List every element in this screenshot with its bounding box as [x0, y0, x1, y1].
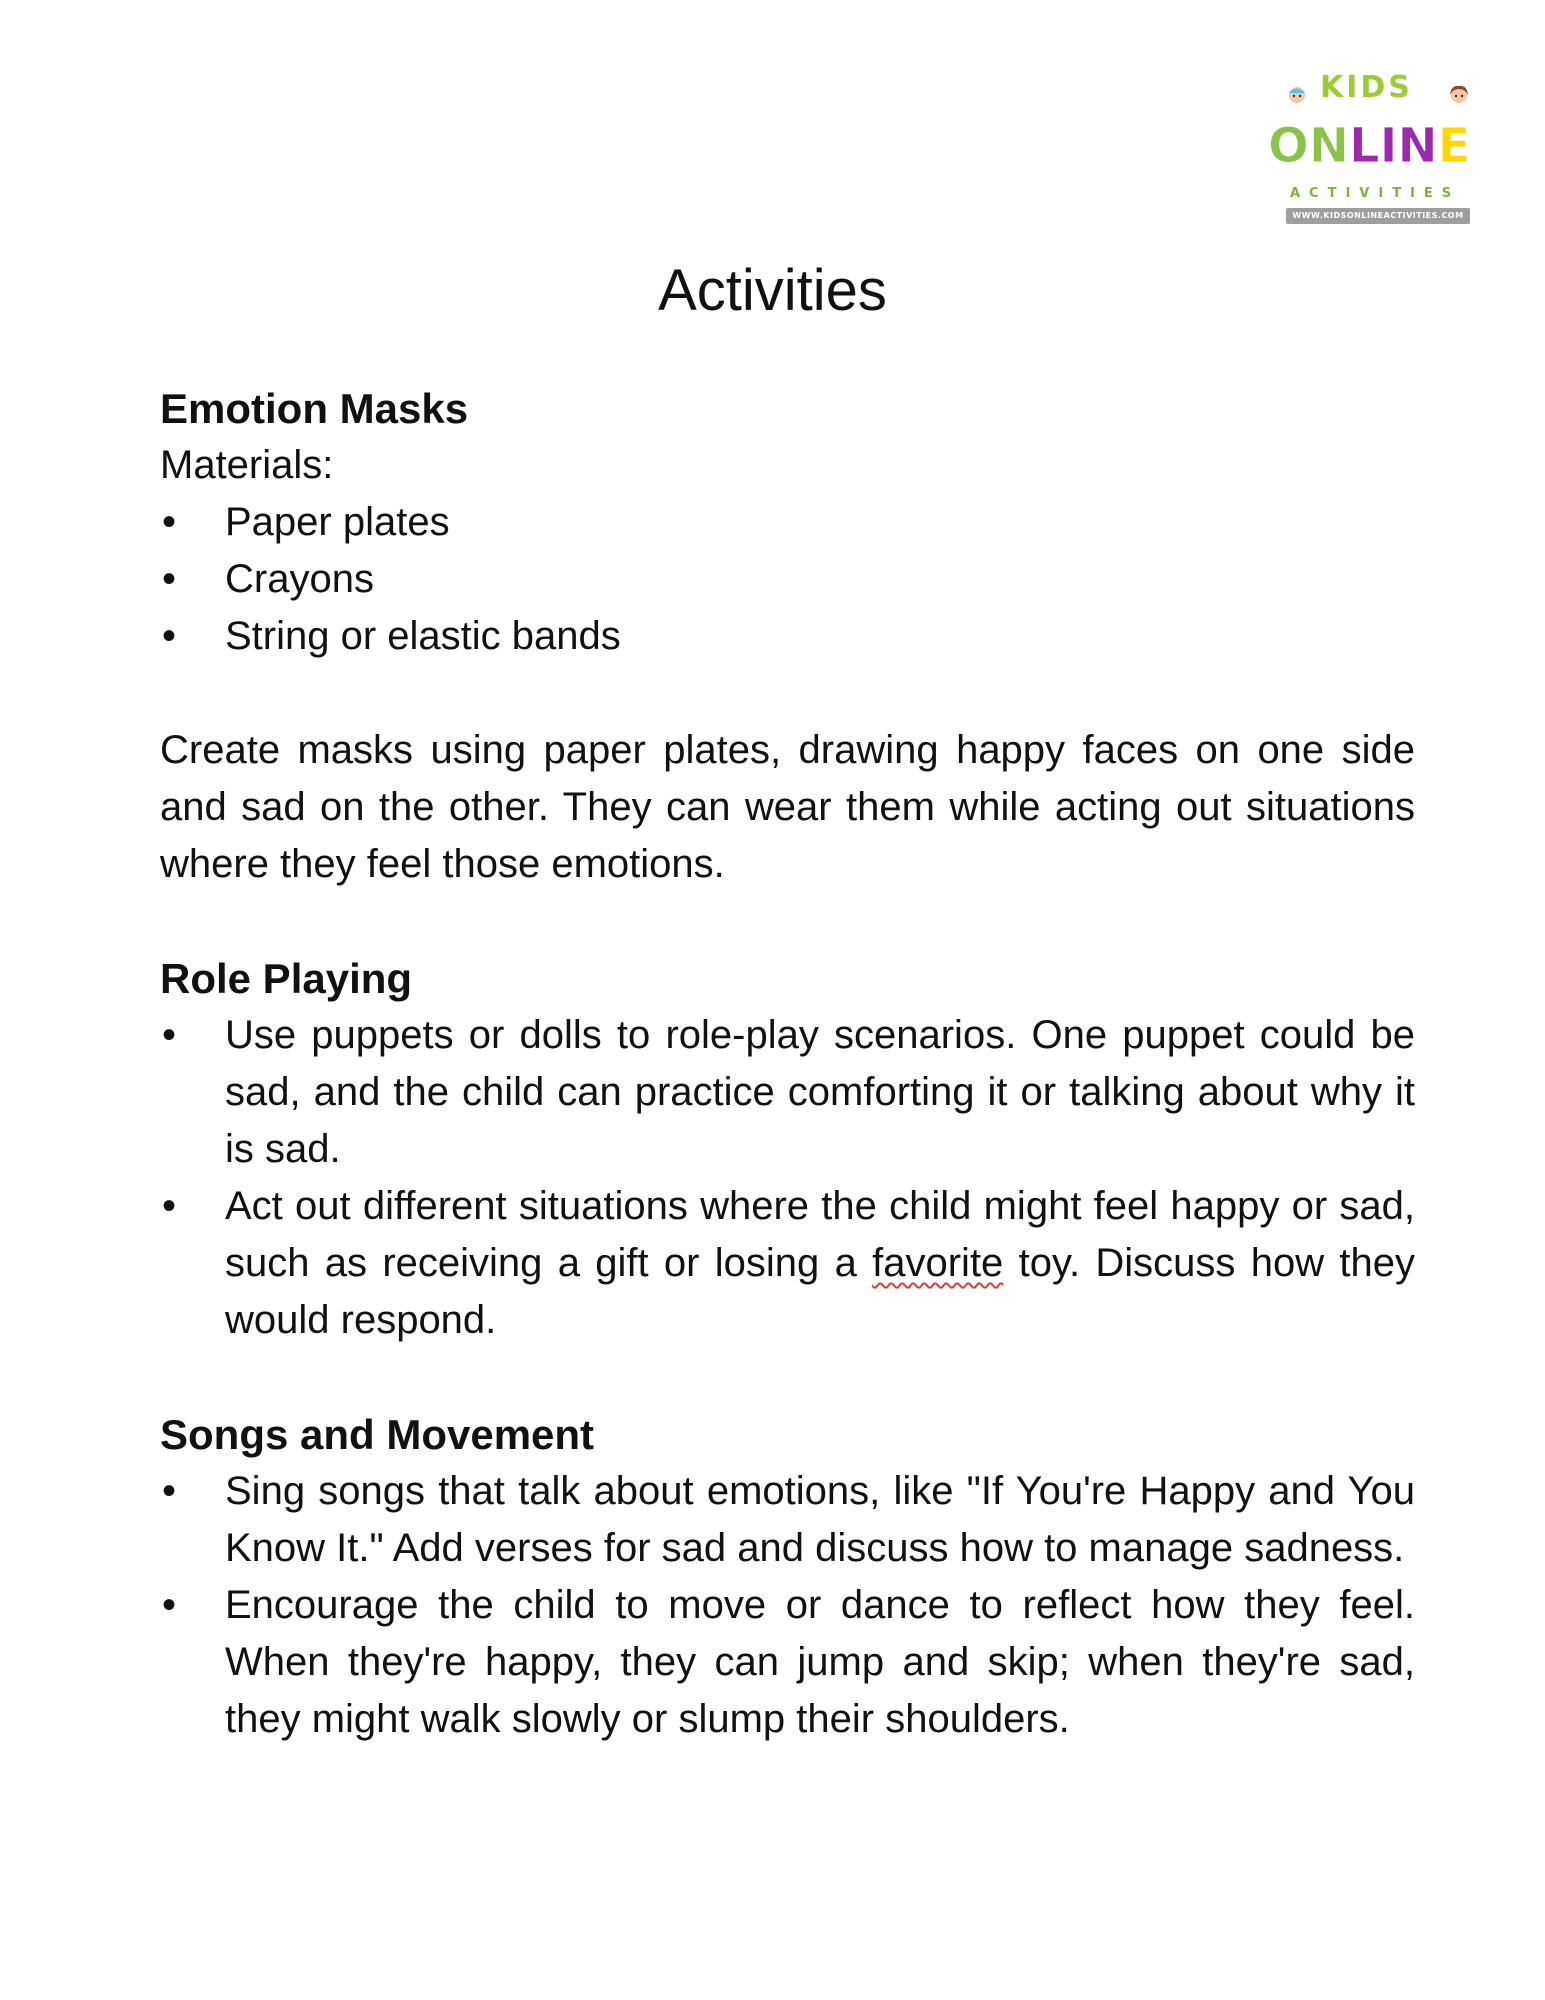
- list-item-text: Act out different situations where the child might feel happy or sad, such as receiving a gift or losing a: [225, 1184, 1415, 1285]
- logo-online-letter: N: [1308, 118, 1349, 174]
- list-item: [160, 1463, 1415, 1577]
- logo-url: WWW.KIDSONLINEACTIVITIES.COM: [1286, 208, 1470, 224]
- list-item-text: Sing songs that talk about emotions, like "If You're Happy and You Know It." Add verses for sad and discuss how to manage sadness.: [225, 1469, 1415, 1570]
- list-item-text: toy. Discuss how they would respond.: [225, 1241, 1415, 1342]
- list-item: [160, 1178, 1415, 1349]
- section-heading: Emotion Masks: [160, 385, 469, 432]
- list-item: [160, 1577, 1415, 1748]
- list-item: [160, 551, 1415, 608]
- section-role-playing: [160, 950, 1415, 1349]
- spacer: [160, 893, 1415, 950]
- bullet-icon: •: [162, 500, 177, 544]
- materials-label: Materials:: [160, 443, 334, 487]
- bullet-icon: •: [162, 1184, 177, 1228]
- songs-movement-list: [160, 1463, 1415, 1748]
- role-playing-list: [160, 1007, 1415, 1349]
- logo-kids-row: [1268, 70, 1490, 108]
- section-songs-movement: [160, 1406, 1415, 1748]
- bullet-icon: •: [162, 614, 177, 658]
- spacer: [160, 665, 1415, 722]
- section-heading: Songs and Movement: [160, 1411, 595, 1458]
- section-emotion-masks: [160, 380, 1415, 893]
- list-item-text: Paper plates: [225, 500, 450, 544]
- logo-online-letter: I: [1379, 118, 1398, 174]
- bullet-icon: •: [162, 1469, 177, 1513]
- logo-online-text: [1268, 118, 1470, 174]
- list-item: [160, 1007, 1415, 1178]
- girl-face-icon: [1448, 84, 1470, 104]
- bullet-icon: •: [162, 1583, 177, 1627]
- list-item-text: Use puppets or dolls to role-play scenarios. One puppet could be sad, and the child can practice comforting it or talking about why it is sad.: [225, 1013, 1415, 1171]
- document-body: [160, 380, 1415, 1748]
- bullet-icon: •: [162, 1013, 177, 1057]
- logo-kids-text: KIDS: [1320, 70, 1413, 105]
- spacer: [160, 1349, 1415, 1406]
- logo-online-letter: E: [1437, 118, 1471, 174]
- boy-face-icon: [1286, 84, 1308, 104]
- section-heading: Role Playing: [160, 955, 413, 1002]
- logo-activities-text: ACTIVITIES: [1290, 186, 1461, 201]
- kids-online-activities-logo: [1268, 70, 1490, 230]
- paragraph: Create masks using paper plates, drawing happy faces on one side and sad on the other. They can wear them while acting out situations where they feel those emotions.: [160, 728, 1415, 886]
- logo-online-letter: N: [1397, 118, 1438, 174]
- list-item-text: Crayons: [225, 557, 374, 601]
- spellcheck-flagged-word: favorite: [872, 1241, 1004, 1285]
- logo-online-letter: O: [1268, 118, 1309, 174]
- list-item-text: Encourage the child to move or dance to reflect how they feel. When they're happy, they can jump and skip; when they're sad, they might walk slowly or slump their shoulders.: [225, 1583, 1415, 1741]
- list-item: [160, 608, 1415, 665]
- logo-online-letter: L: [1348, 118, 1380, 174]
- page-title: Activities: [658, 258, 887, 323]
- list-item: [160, 494, 1415, 551]
- list-item-text: String or elastic bands: [225, 614, 621, 658]
- bullet-icon: •: [162, 557, 177, 601]
- materials-list: [160, 494, 1415, 665]
